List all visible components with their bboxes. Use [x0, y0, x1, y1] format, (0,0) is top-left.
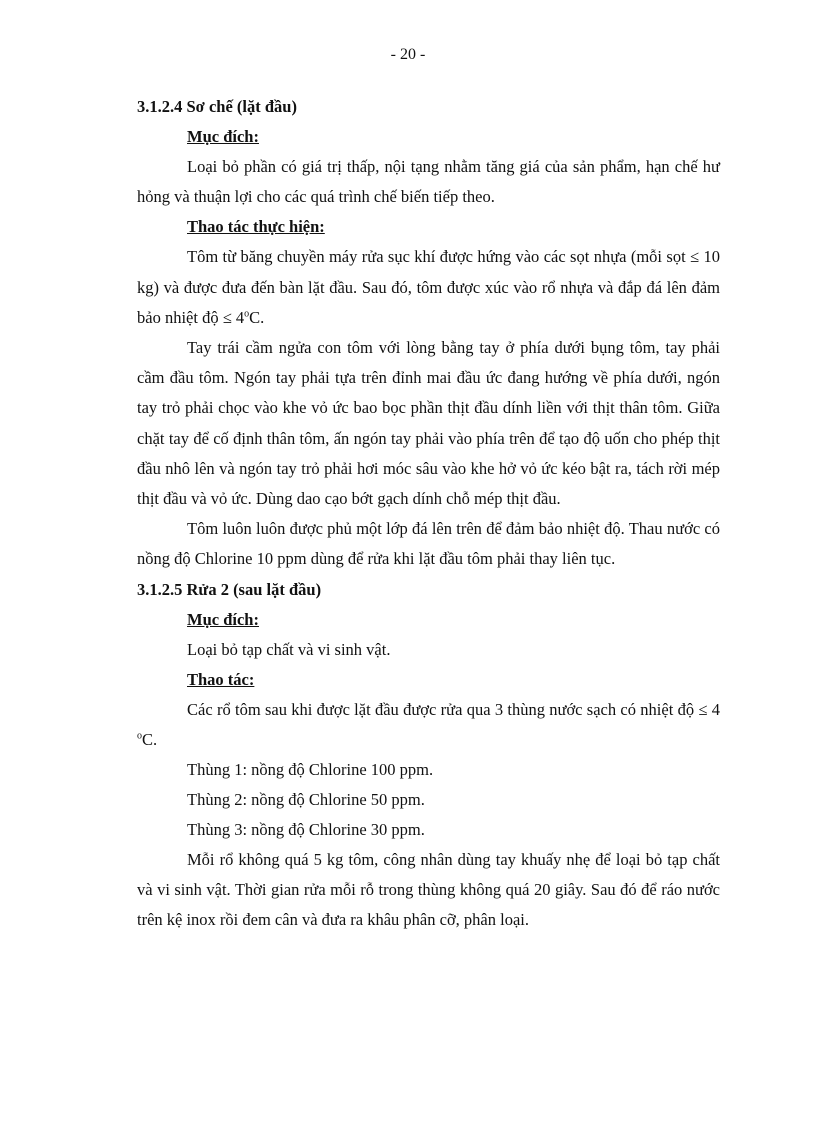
purpose-text: Loại bỏ phần có giá trị thấp, nội tạng nhằm tăng giá của sản phẩm, hạn chế hư hỏng và thuận lợi cho các quá trình chế biến tiếp theo.: [137, 157, 720, 207]
section-3-1-2-4: [137, 92, 720, 575]
page-content: [137, 92, 720, 936]
tank-line: Thùng 1: nồng độ Chlorine 100 ppm.: [187, 760, 434, 780]
section-heading: 3.1.2.4 Sơ chế (lặt đầu): [137, 97, 297, 116]
procedure-paragraph: Mỗi rổ không quá 5 kg tôm, công nhân dùng tay khuấy nhẹ để loại bỏ tạp chất và vi sinh vật. Thời gian rửa mỗi rỗ trong thùng không quá 20 giây. Sau đó để ráo nước trên kệ inox rồi đem cân và đưa ra khâu phân cỡ, phân loại.: [137, 850, 720, 930]
section-heading: 3.1.2.5 Rửa 2 (sau lặt đầu): [137, 579, 322, 599]
degree-symbol: o: [137, 730, 142, 742]
section-3-1-2-5: [137, 575, 720, 936]
procedure-label: Thao tác:: [187, 669, 255, 689]
procedure-text-end: C.: [249, 307, 265, 327]
procedure-paragraph: [137, 695, 720, 755]
procedure-paragraph: [137, 242, 720, 333]
procedure-text-end: C.: [142, 729, 158, 749]
tank-line: Thùng 2: nồng độ Chlorine 50 ppm.: [187, 790, 425, 810]
page-number: - 20 -: [390, 46, 426, 63]
purpose-label: Mục đích:: [187, 609, 259, 629]
procedure-text: Tôm từ băng chuyền máy rửa sục khí được hứng vào các sọt nhựa (mỗi sọt ≤ 10 kg) và được đưa đến bàn lặt đầu. Sau đó, tôm được xúc vào rổ nhựa và đắp đá lên đảm bảo nhiệt độ ≤ 4: [137, 247, 720, 327]
procedure-paragraph: Tôm luôn luôn được phủ một lớp đá lên trên để đảm bảo nhiệt độ. Thau nước có nồng độ Chlorine 10 ppm dùng để rửa khi lặt đầu tôm phải thay liên tục.: [137, 519, 720, 569]
procedure-label: Thao tác thực hiện:: [187, 217, 325, 237]
procedure-text: Các rổ tôm sau khi được lặt đầu được rửa qua 3 thùng nước sạch có nhiệt độ ≤ 4: [187, 699, 720, 719]
purpose-text: Loại bỏ tạp chất và vi sinh vật.: [187, 639, 391, 659]
degree-symbol: o: [244, 308, 250, 320]
tank-line: Thùng 3: nồng độ Chlorine 30 ppm.: [187, 820, 425, 840]
purpose-label: Mục đích:: [187, 127, 259, 146]
procedure-paragraph: Tay trái cầm ngửa con tôm với lòng bằng tay ở phía dưới bụng tôm, tay phải cầm đầu tôm. Ngón tay phải tựa trên đỉnh mai đầu ức đang hướng về phía dưới, ngón tay trỏ phải chọc vào khe vỏ ức bao bọc phần thịt đầu dính liền với thịt thân tôm. Giữa chặt tay để cố định thân tôm, ấn ngón tay phải vào phía trên để tạo độ uốn cho phép thịt đầu nhô lên và ngón tay trỏ phải hơi móc sâu vào khe hở vỏ ức kéo bật ra, tách rời mép thịt đầu và vỏ ức. Dùng dao cạo bớt gạch dính chỗ mép thịt đầu.: [137, 338, 720, 509]
